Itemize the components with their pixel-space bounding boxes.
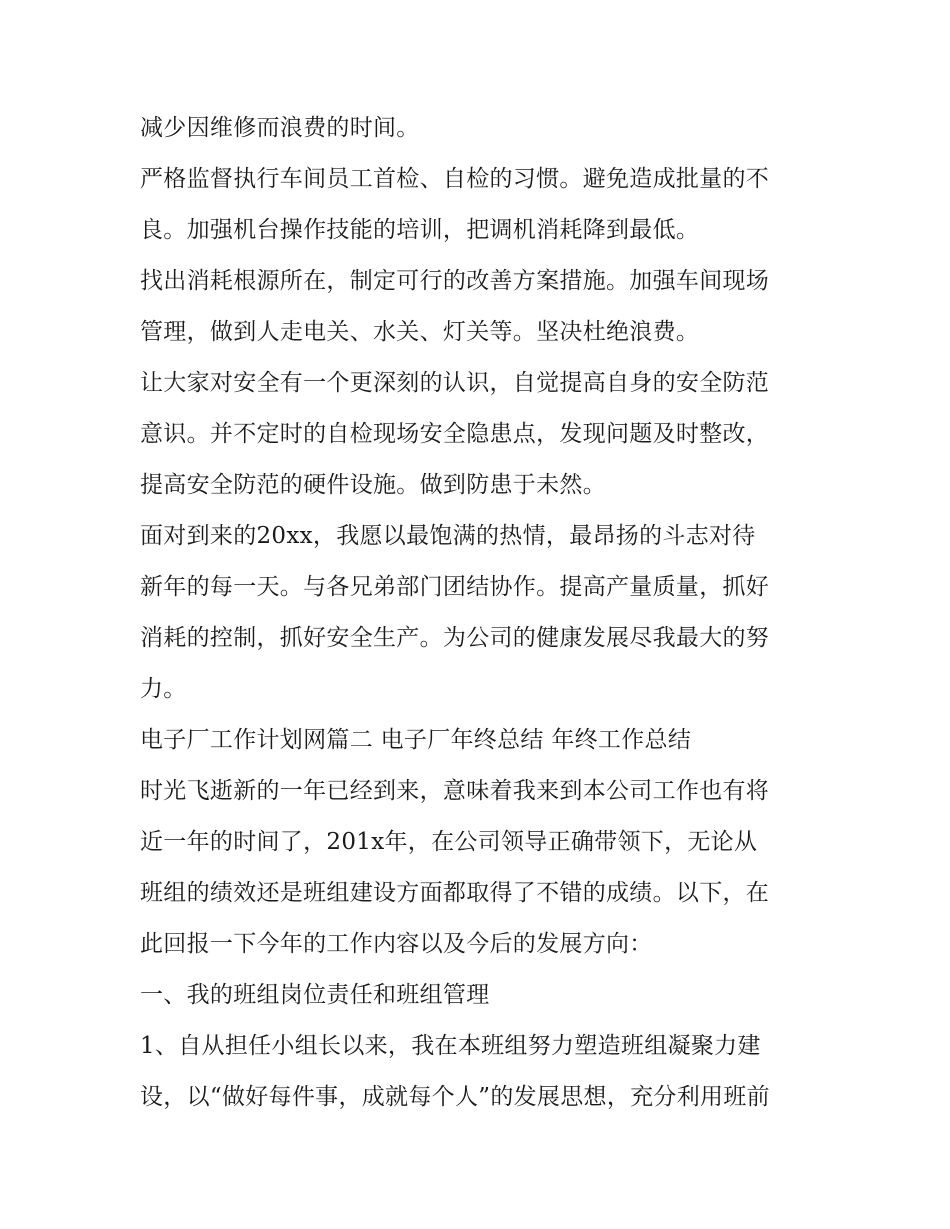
text-line: 近一年的时间了，201x年，在公司领导正确带领下，无论从 (140, 829, 758, 855)
text-line: 严格监督执行车间员工首检、自检的习惯。避免造成批量的不 (140, 166, 770, 192)
text-line: 1、自从担任小组长以来，我在本班组努力塑造班组凝聚力建 (140, 1033, 761, 1059)
text-line: 提高安全防范的硬件设施。做到防患于未然。 (140, 472, 606, 498)
subsection-heading: 一、我的班组岗位责任和班组管理 (140, 982, 490, 1008)
text-line: 时光飞逝新的一年已经到来，意味着我来到本公司工作也有将 (140, 778, 770, 804)
text-line: 良。加强机台操作技能的培训，把调机消耗降到最低。 (140, 217, 700, 243)
text-line: 面对到来的20xx，我愿以最饱满的热情，最昂扬的斗志对待 (140, 523, 756, 549)
text-line: 意识。并不定时的自检现场安全隐患点，发现问题及时整改， (140, 421, 770, 447)
text-line: 找出消耗根源所在，制定可行的改善方案措施。加强车间现场 (140, 268, 770, 294)
text-line: 管理，做到人走电关、水关、灯关等。坚决杜绝浪费。 (140, 319, 700, 345)
text-line: 力。 (140, 676, 187, 702)
text-line: 减少因维修而浪费的时间。 (140, 115, 420, 141)
section-heading: 电子厂工作计划网篇二 电子厂年终总结 年终工作总结 (140, 727, 692, 753)
text-line: 消耗的控制，抓好安全生产。为公司的健康发展尽我最大的努 (140, 625, 770, 651)
text-line: 班组的绩效还是班组建设方面都取得了不错的成绩。以下，在 (140, 880, 770, 906)
text-line: 新年的每一天。与各兄弟部门团结协作。提高产量质量，抓好 (140, 574, 770, 600)
document-body (140, 103, 830, 1123)
text-line: 此回报一下今年的工作内容以及今后的发展方向： (140, 931, 653, 957)
text-line: 让大家对安全有一个更深刻的认识，自觉提高自身的安全防范 (140, 370, 770, 396)
text-line: 设，以“做好每件事，成就每个人”的发展思想，充分利用班前 (140, 1084, 770, 1110)
